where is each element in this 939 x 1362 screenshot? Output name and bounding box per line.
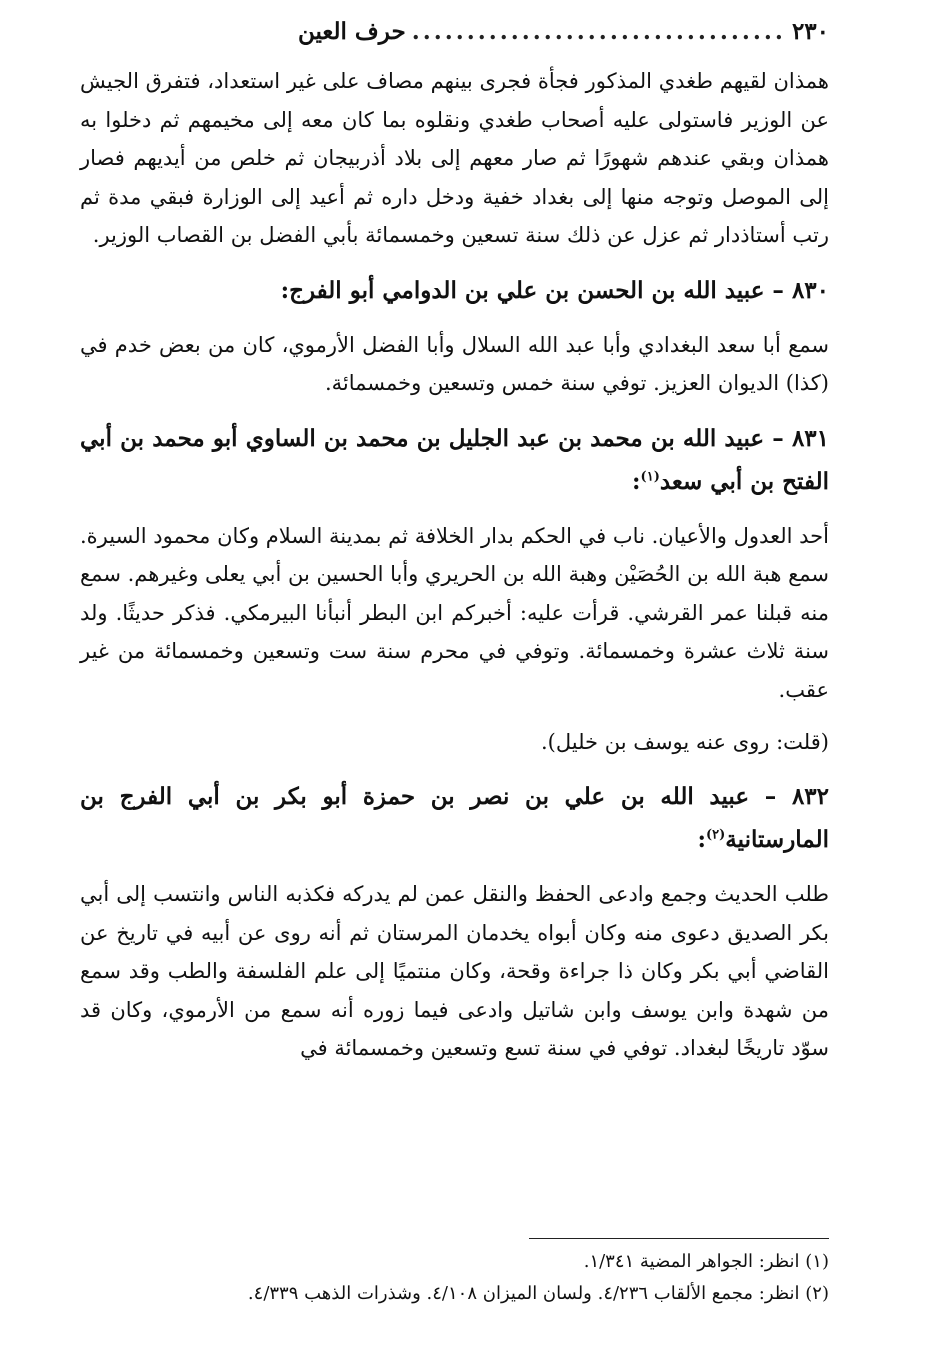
entry-heading-831-end: : <box>632 467 641 495</box>
footnote-1: (١) انظر: الجواهر المضية ١/٣٤١. <box>583 1251 829 1272</box>
entry-heading-832-text: ٨٣٢ – عبيد الله بن علي بن نصر بن حمزة أبو بكر بن أبي الفرج بن المارستانية <box>80 783 829 853</box>
entry-heading-832-end: : <box>697 826 706 853</box>
entry-body-831: أحد العدول والأعيان. ناب في الحكم بدار الخلافة ثم بمدينة السلام وكان محمود السيرة. سمع هبة الله بن الحُصَيْن وهبة الله بن الحريري وأبا الحسين بن أبي يعلى وغيرهم. سمع منه قبلنا عمر القرشي. قرأت عليه: أخبركم ابن البطر أنبأنا البيرمكي. فذكر حديثًا. ولد سنة ثلاث عشرة وخمسمائة. وتوفي في محرم سنة ست وتسعين وخمسمائة من غير عقب. <box>80 523 829 702</box>
footnote-2: (٢) انظر: مجمع الألقاب ٤/٢٣٦. ولسان الميزان ٤/١٠٨. وشذرات الذهب ٤/٣٣٩. <box>247 1283 829 1304</box>
running-header <box>80 18 829 62</box>
entry-heading-831-text: ٨٣١ – عبيد الله بن محمد بن عبد الجليل بن محمد بن الساوي أبو محمد بن أبي الفتح بن أبي سعد <box>80 424 829 495</box>
entry-body-830: سمع أبا سعد البغدادي وأبا عبد الله السلال وأبا الفضل الأرموي، كان من بعض خدم في (كذا) الديوان العزيز. توفي سنة خمس وتسعين وخمسمائة. <box>80 332 829 395</box>
header-leader-dots: .................................. <box>411 18 786 45</box>
entry-heading-830 <box>80 269 829 312</box>
entry-heading-830-text: ٨٣٠ – عبيد الله بن الحسن بن علي بن الدوامي أبو الفرج: <box>280 276 829 304</box>
entry-heading-832 <box>80 775 829 861</box>
entry-body-832: طلب الحديث وجمع وادعى الحفظ والنقل عمن لم يدركه فكذبه الناس وانتسب إلى أبي بكر الصديق دعوى منه وكان أبواه يخدمان المرستان ثم أنه روى عن أبيه في تاريخ عن القاضي أبي بكر وكان ذا جراءة وقحة، وكان منتميًا إلى علم الفلسفة والطب وقد سمع من شهدة وابن يوسف وابن شاتيل وادعى فيما زوره أنه سمع من الأرموي، وكان قد سوّد تاريخًا لبغداد. توفي في سنة تسع وتسعين وخمسمائة في <box>80 882 829 1060</box>
entry-heading-831 <box>80 417 829 503</box>
chapter-title: حرف العين <box>297 18 406 45</box>
page-number: ٢٣٠ <box>791 18 829 45</box>
entry-note-831: (قلت: روى عنه يوسف بن خليل). <box>540 730 829 754</box>
footnote-divider <box>529 1238 829 1239</box>
intro-paragraph: همذان لقيهم طغدي المذكور فجأة فجرى بينهم مصاف على غير استعداد، فتفرق الجيش عن الوزير فاستولى عليه أصحاب طغدي ونقلوه بما كان معه إلى مخيمهم ثم دخلوا به همذان وبقي عندهم شهورًا ثم صار معهم إلى بلاد أذربيجان ثم خلص من أيديهم فصار إلى الموصل وتوجه منها إلى بغداد خفية ودخل داره ثم أعيد إلى الوزارة فبقي مدة ثم رتب أستاذدار ثم عزل عن ذلك سنة تسعين وخمسمائة بأبي الفضل بن القصاب الوزير. <box>80 69 829 247</box>
footnote-ref-1[interactable]: (١) <box>640 468 660 484</box>
footnotes <box>80 1246 829 1310</box>
footnote-ref-2[interactable]: (٢) <box>706 827 726 843</box>
